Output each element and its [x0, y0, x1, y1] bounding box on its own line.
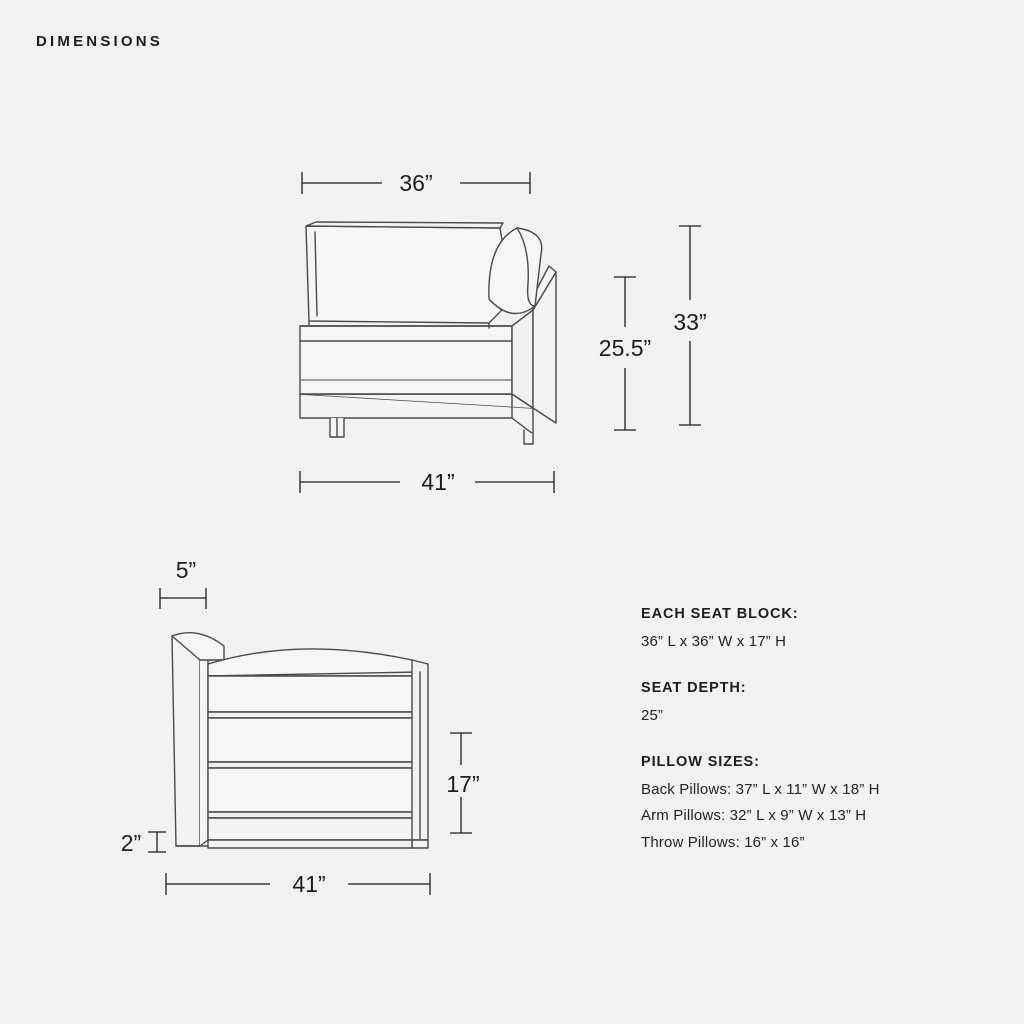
- spec-heading: SEAT DEPTH:: [641, 679, 747, 696]
- front-view-drawing: [300, 222, 556, 444]
- specs-list: [641, 606, 981, 855]
- dim-label-bottom-width: 41”: [421, 469, 455, 495]
- spec-heading: EACH SEAT BLOCK:: [641, 606, 799, 622]
- spec-line: Back Pillows: 37” L x 11” W x 18” H: [641, 780, 880, 798]
- dim-leg-height-2: [148, 832, 166, 852]
- page-title: DIMENSIONS: [36, 33, 164, 50]
- dim-label-overall-length: 41”: [292, 871, 326, 897]
- spec-heading: PILLOW SIZES:: [641, 753, 760, 770]
- spec-line: Throw Pillows: 16” x 16”: [641, 834, 805, 852]
- spec-group-seat-block: [641, 606, 981, 654]
- spec-line: 36” L x 36” W x 17” H: [641, 633, 787, 650]
- dim-label-overall-height: 33”: [673, 309, 707, 335]
- dim-label-seat-back-height: 25.5”: [598, 335, 652, 361]
- spec-line: Arm Pillows: 32” L x 9” W x 13” H: [641, 807, 867, 825]
- dim-back-offset-5: [160, 588, 206, 609]
- spec-group-pillow-sizes: [641, 754, 981, 855]
- dim-label-back-offset: 5”: [175, 557, 197, 583]
- side-view-drawing: [172, 633, 428, 848]
- spec-line: 25”: [641, 706, 664, 724]
- dim-label-leg-height: 2”: [120, 830, 142, 856]
- spec-group-seat-depth: [641, 680, 981, 728]
- dim-label-top-width: 36”: [399, 170, 433, 196]
- dim-label-seat-height: 17”: [446, 771, 480, 797]
